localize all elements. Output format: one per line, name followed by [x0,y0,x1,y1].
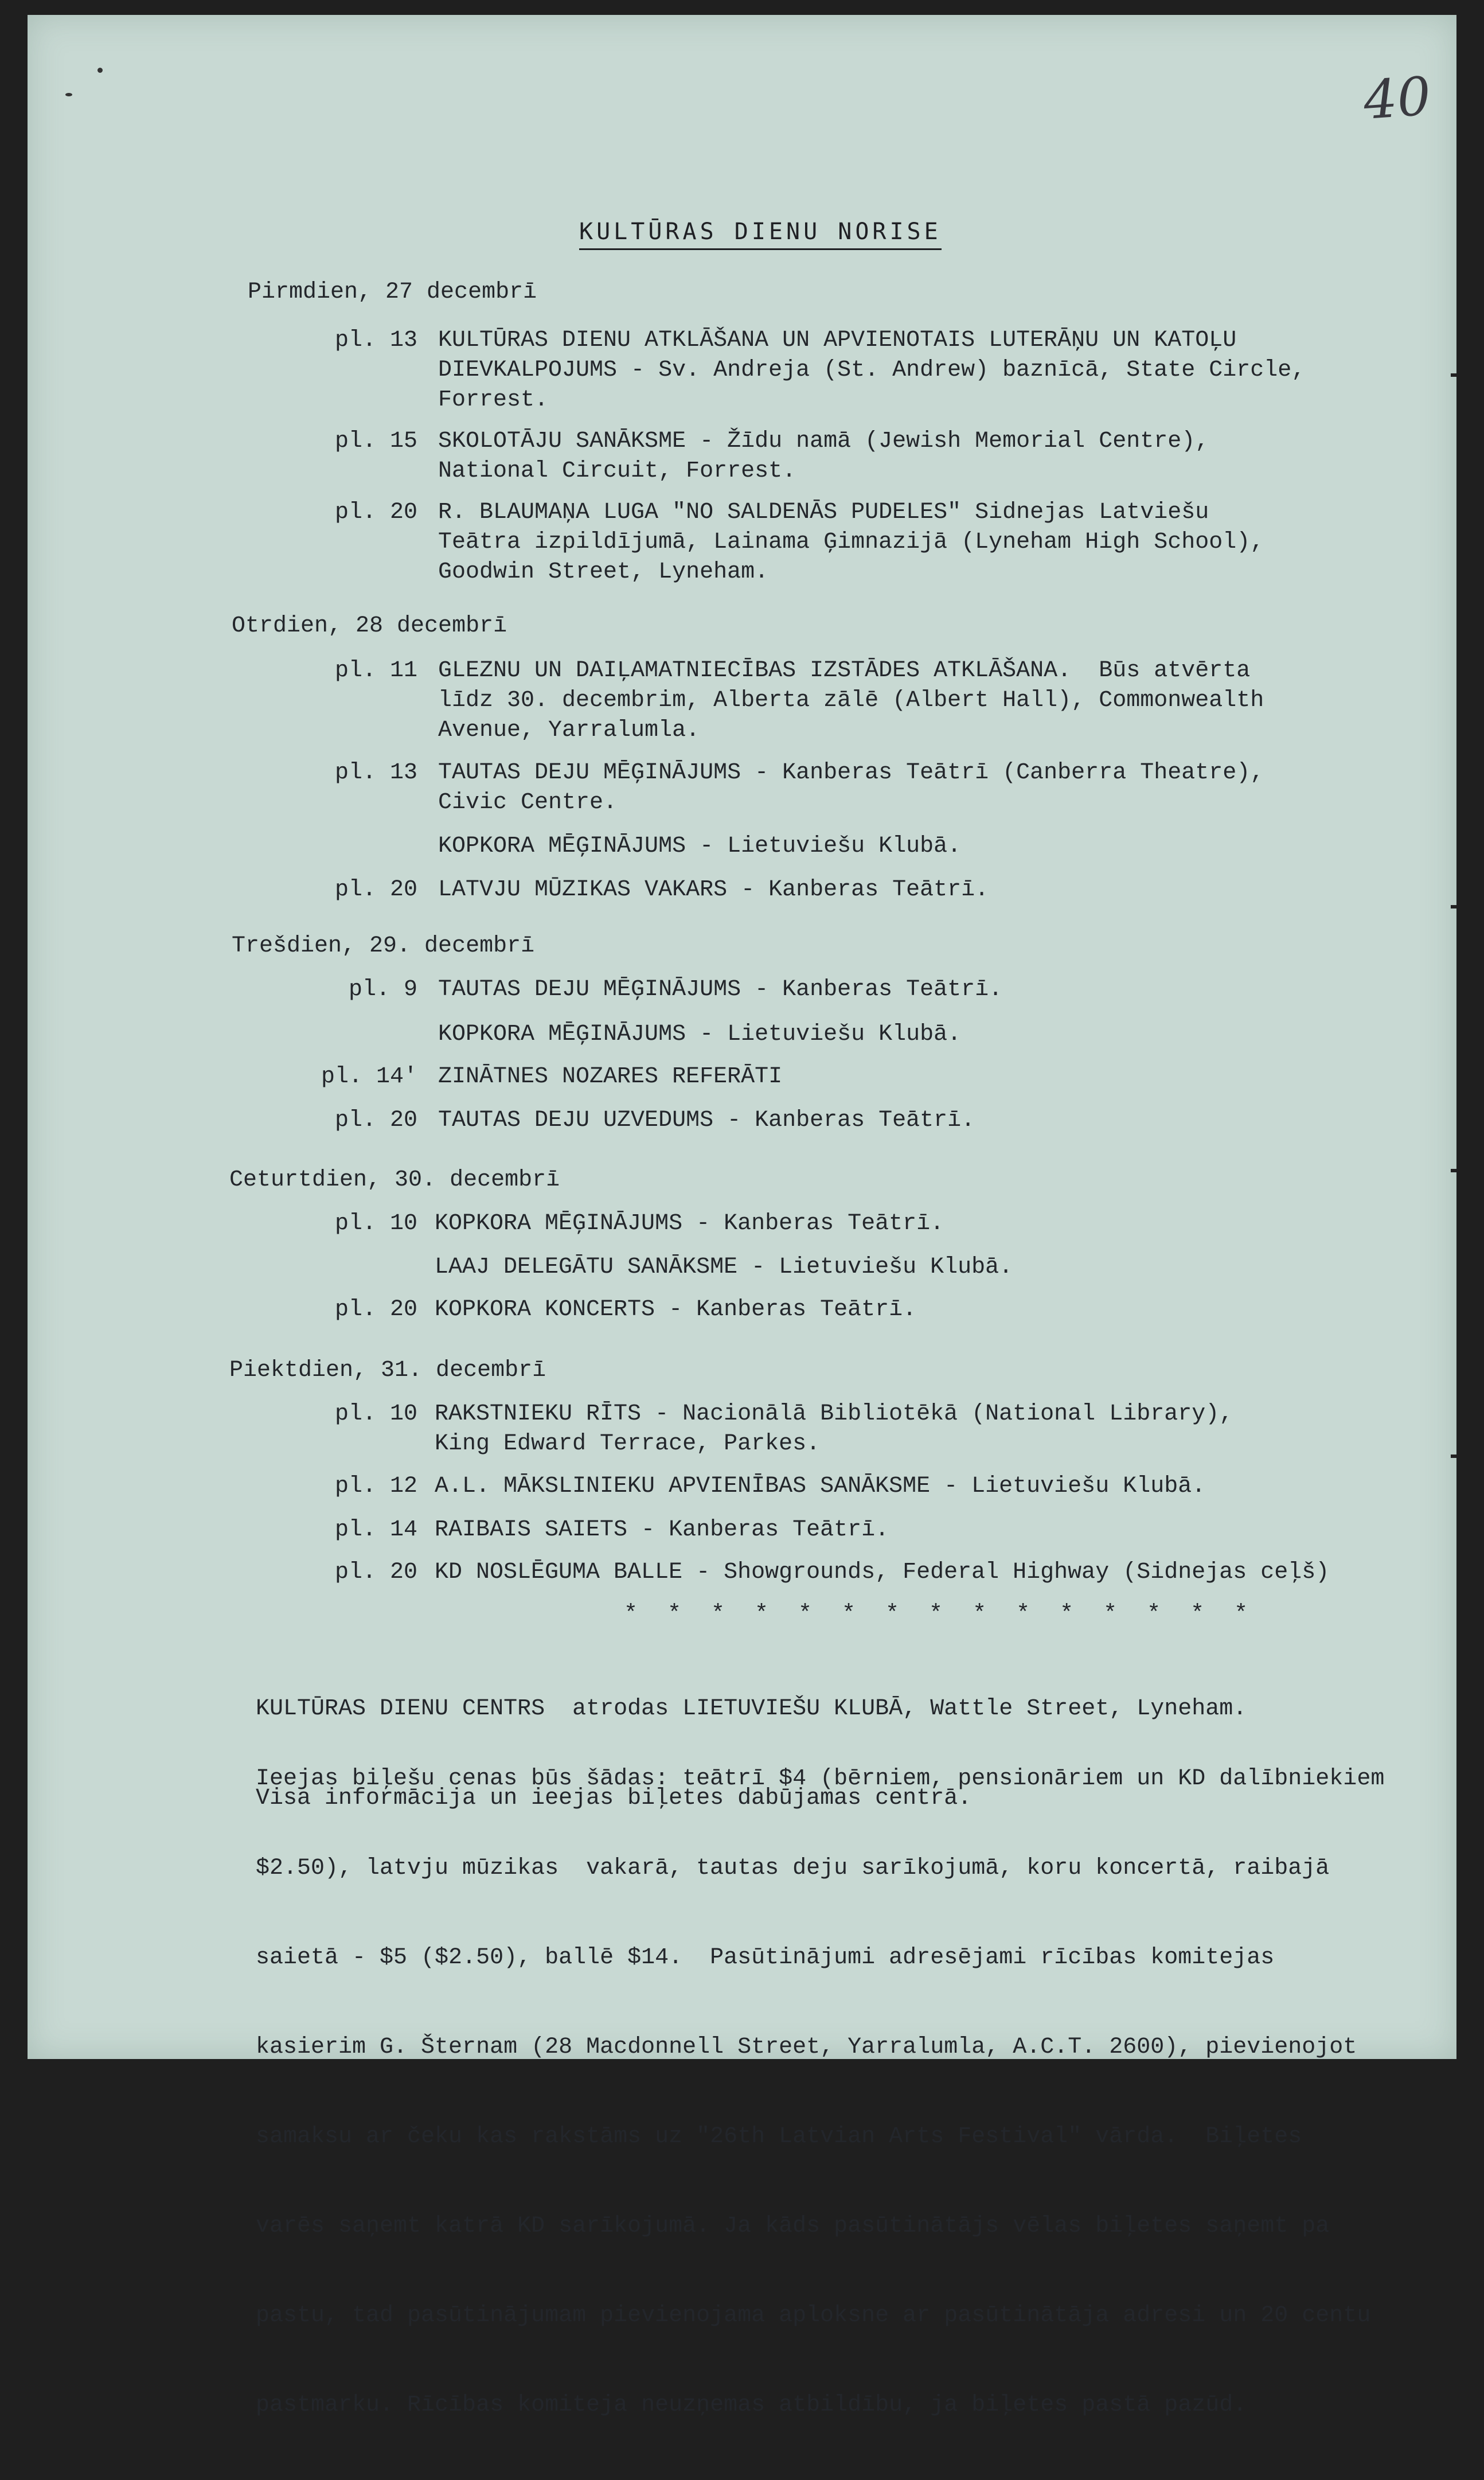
event-line: R. BLAUMAŅA LUGA "NO SALDENĀS PUDELES" Sidnejas Latviešu [438,500,1209,525]
paragraph-line: Ieejas biļešu cenas būs šādas: teātrī $4 (bērniem, pensionāriem un KD dalībniekiem [256,1766,1385,1792]
tickets-paragraph [256,1705,1384,2480]
event-description [438,1106,975,1136]
event-line: TAUTAS DEJU UZVEDUMS - Kanberas Teātrī. [438,1108,975,1133]
event-line: KOPKORA MĒĢINĀJUMS - Kanberas Teātrī. [435,1211,944,1237]
event-line: Forrest. [438,387,549,413]
event-time: pl. 11 [334,658,417,684]
event-line: RAKSTNIEKU RĪTS - Nacionālā Bibliotēkā (National Library), [435,1401,1233,1427]
event-line: A.L. MĀKSLINIEKU APVIENĪBAS SANĀKSME - Lietuviešu Klubā. [435,1473,1206,1499]
page-number: 40 [1361,65,1433,131]
paragraph-line: KULTŪRAS DIENU CENTRS atrodas LIETUVIEŠU KLUBĀ, Wattle Street, Lyneham. [256,1696,1247,1722]
day-heading: Pirmdien, 27 decembrī [248,279,537,305]
specks [97,68,103,73]
event-description [435,1399,1233,1459]
event-line: SKOLOTĀJU SANĀKSME - Žīdu namā (Jewish Memorial Centre), [438,428,1209,454]
event-description [438,427,1209,486]
event-time: pl. 9 [348,977,417,1003]
event-line: LATVJU MŪZIKAS VAKARS - Kanberas Teātrī. [438,877,989,903]
event-line: KOPKORA MĒĢINĀJUMS - Lietuviešu Klubā. [438,833,962,859]
event-time: pl. 20 [334,877,417,903]
day-heading: Trešdien, 29. decembrī [232,933,535,959]
event-description [435,1209,944,1239]
paragraph-line: varēs saņemt katrā KD sarīkojumā. Ja kāds pasūtinātājs vēlas biļetes saņemt pa [256,2213,1330,2239]
event-line: līdz 30. decembrim, Alberta zālē (Albert Hall), Commonwealth [438,688,1264,713]
separator-stars: * * * * * * * * * * * * * * * [624,1601,1256,1627]
event-line: Civic Centre. [438,790,618,816]
event-time: pl. 14' [321,1064,417,1090]
paragraph-line: kasierim G. Šternam (28 Macdonnell Street, Yarralumla, A.C.T. 2600), pievienojot [256,2034,1357,2060]
event-line: TAUTAS DEJU MĒĢINĀJUMS - Kanberas Teātrī (Canberra Theatre), [438,760,1264,786]
event-line: KD NOSLĒGUMA BALLE - Showgrounds, Federal Highway (Sidnejas ceļš) [435,1559,1330,1585]
event-time: pl. 10 [334,1211,417,1237]
event-description [438,875,989,905]
event-time: pl. 20 [334,1108,417,1133]
event-description [438,832,961,861]
event-line: Avenue, Yarralumla. [438,718,700,743]
event-line: Teātra izpildījumā, Lainama Ģimnazijā (Lyneham High School), [438,529,1264,555]
event-line: TAUTAS DEJU MĒĢINĀJUMS - Kanberas Teātrī. [438,977,1003,1003]
event-line: KOPKORA KONCERTS - Kanberas Teātrī. [435,1297,917,1323]
event-description [438,326,1305,415]
event-time: pl. 20 [334,1559,417,1585]
paragraph-line: $2.50), latvju mūzikas vakarā, tautas deju sarīkojumā, koru koncertā, raibajā [256,1855,1330,1881]
event-description [435,1472,1205,1502]
day-heading: Ceturtdien, 30. decembrī [229,1167,560,1193]
event-line: ZINĀTNES NOZARES REFERĀTI [438,1064,783,1090]
paragraph-line: samaksu ar čeku kas rakstāms uz "26th Latvian Arts Festival" vārda. Biļetes [256,2124,1302,2150]
event-line: LAAJ DELEGĀTU SANĀKSME - Lietuviešu Klubā. [435,1254,1013,1280]
paragraph-line: saietā - $5 ($2.50), ballē $14. Pasūtinājumi adresējami rīcības komitejas [256,1945,1275,1971]
paragraph-line: pastmarku. Rīcības komiteja neuzņemas atbildību, ja biļetes pastā pazūd. [256,2392,1247,2418]
page-title: KULTŪRAS DIENU NORISE [579,219,942,250]
event-time: pl. 20 [334,1297,417,1323]
event-line: KULTŪRAS DIENU ATKLĀŠANA UN APVIENOTAIS LUTERĀŅU UN KATOĻU [438,327,1237,353]
event-description [435,1295,916,1325]
event-time: pl. 10 [334,1401,417,1427]
event-description [438,656,1264,746]
event-description [438,1020,961,1050]
document-page [28,15,1456,2418]
paragraph-line: Visa informācija un ieejas biļetes dabūjamas centrā. [256,1785,972,1811]
day-heading: Otrdien, 28 decembrī [232,613,507,639]
event-time: pl. 14 [334,1517,417,1543]
edge-mark [1451,1455,1456,1458]
event-time: pl. 13 [334,760,417,786]
event-description [438,758,1264,818]
event-line: RAIBAIS SAIETS - Kanberas Teātrī. [435,1517,889,1543]
event-time: pl. 15 [334,428,417,454]
event-time: pl. 12 [334,1473,417,1499]
event-description [435,1253,1013,1282]
event-time: pl. 13 [334,327,417,353]
event-line: King Edward Terrace, Parkes. [435,1431,821,1457]
event-time: pl. 20 [334,500,417,525]
event-description [438,975,1002,1005]
event-description [438,1062,782,1092]
event-description [435,1558,1329,1588]
event-description [435,1515,889,1545]
paragraph-line: pastu, tad pasūtinājumam pievienojama aploksne ar pasūtinātāja adresi un 20 centu [256,2303,1371,2329]
edge-mark [1451,1169,1456,1172]
edge-mark [1451,373,1456,377]
event-line: Goodwin Street, Lyneham. [438,559,769,585]
event-description [438,498,1264,587]
event-line: National Circuit, Forrest. [438,458,796,484]
specks [65,93,72,96]
event-line: KOPKORA MĒĢINĀJUMS - Lietuviešu Klubā. [438,1021,962,1047]
event-line: DIEVKALPOJUMS - Sv. Andreja (St. Andrew) baznīcā, State Circle, [438,357,1306,383]
event-line: GLEZNU UN DAIĻAMATNIECĪBAS IZSTĀDES ATKLĀŠANA. Būs atvērta [438,658,1251,684]
day-heading: Piektdien, 31. decembrī [229,1358,546,1383]
edge-mark [1451,905,1456,908]
